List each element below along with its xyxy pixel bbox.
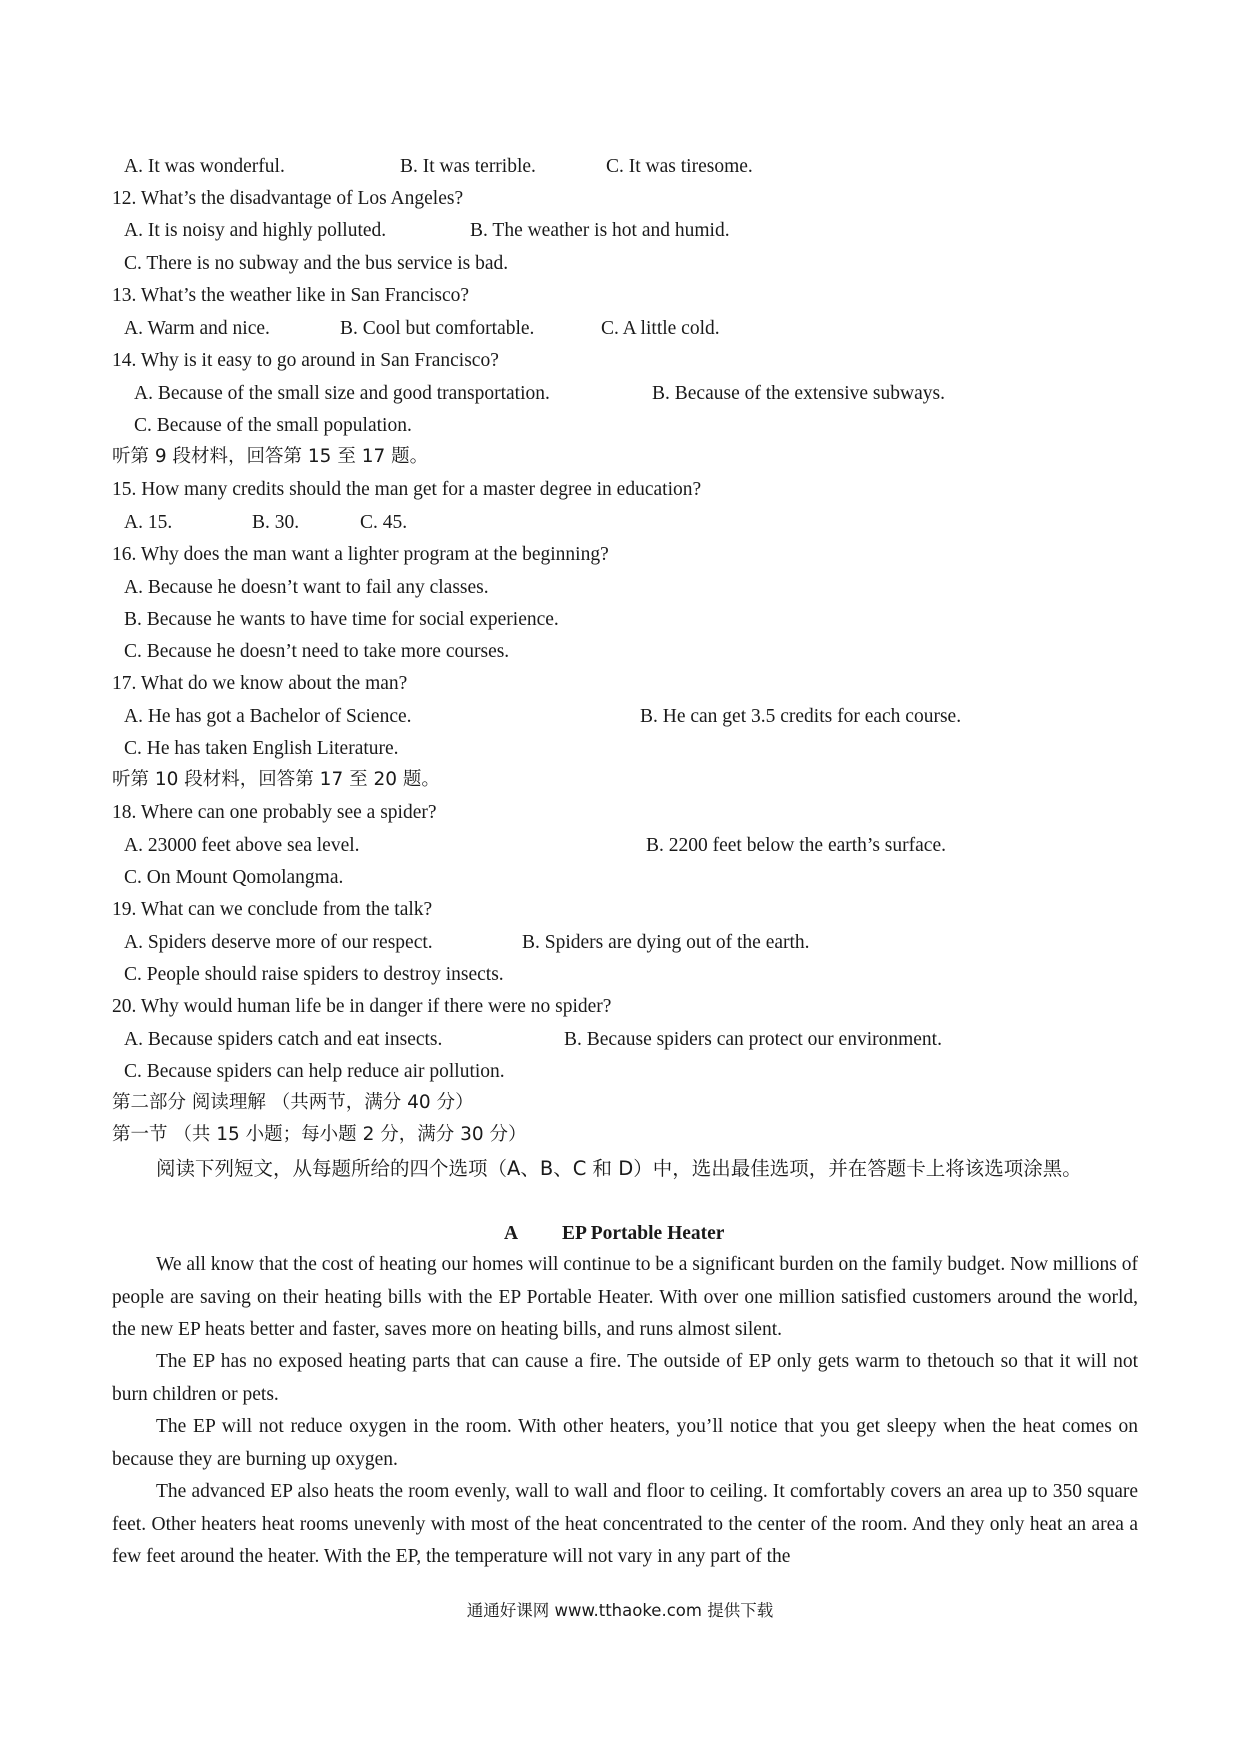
q18-option-a: A. 23000 feet above sea level. xyxy=(124,835,360,856)
q15-option-b: B. 30. xyxy=(252,512,300,533)
passage-letter: A xyxy=(504,1223,519,1244)
part-2-heading: 第二部分 阅读理解 （共两节，满分 40 分） xyxy=(112,1092,474,1113)
q11-option-b: B. It was terrible. xyxy=(400,156,536,177)
q15-option-a: A. 15. xyxy=(124,512,173,533)
question-14: 14. Why is it easy to go around in San Francisco? xyxy=(112,350,499,371)
q13-option-a: A. Warm and nice. xyxy=(124,318,270,339)
q18-option-c: C. On Mount Qomolangma. xyxy=(124,867,344,888)
section-9-heading: 听第 9 段材料，回答第 15 至 17 题。 xyxy=(112,446,429,467)
question-17: 17. What do we know about the man? xyxy=(112,673,408,694)
passage-paragraph-2: The EP has no exposed heating parts that can cause a fire. The outside of EP only gets warm to thetouch so that it will not burn children or pets. xyxy=(112,1351,1138,1405)
question-13: 13. What’s the weather like in San Francisco? xyxy=(112,285,470,306)
q19-option-c: C. People should raise spiders to destroy insects. xyxy=(124,964,504,985)
q17-option-c: C. He has taken English Literature. xyxy=(124,738,399,759)
q12-option-b: B. The weather is hot and humid. xyxy=(470,220,730,241)
passage-paragraph-1: We all know that the cost of heating our homes will continue to be a significant burden on the family budget. Now millions of people are saving on their heating bills with the EP Portable Heater. With over one million satisfied customers around the world, the new EP heats better and faster, saves more on heating bills, and runs almost silent. xyxy=(112,1254,1138,1340)
question-16: 16. Why does the man want a lighter program at the beginning? xyxy=(112,544,609,565)
q19-option-b: B. Spiders are dying out of the earth. xyxy=(522,932,810,953)
q16-option-c: C. Because he doesn’t need to take more courses. xyxy=(124,641,510,662)
q14-option-b: B. Because of the extensive subways. xyxy=(652,383,945,404)
q20-option-a: A. Because spiders catch and eat insects. xyxy=(124,1029,443,1050)
q11-option-a: A. It was wonderful. xyxy=(124,156,285,177)
reading-instructions: 阅读下列短文，从每题所给的四个选项（A、B、C 和 D）中，选出最佳选项，并在答题卡上将该选项涂黑。 xyxy=(156,1157,1082,1180)
q12-option-c: C. There is no subway and the bus service is bad. xyxy=(124,253,509,274)
passage-paragraph-3: The EP will not reduce oxygen in the room. With other heaters, you’ll notice that you get sleepy when the heat comes on because they are burning up oxygen. xyxy=(112,1416,1138,1470)
q14-option-c: C. Because of the small population. xyxy=(134,415,412,436)
question-15: 15. How many credits should the man get for a master degree in education? xyxy=(112,479,702,500)
q20-option-c: C. Because spiders can help reduce air pollution. xyxy=(124,1061,505,1082)
q15-option-c: C. 45. xyxy=(360,512,408,533)
q17-option-b: B. He can get 3.5 credits for each course. xyxy=(640,706,962,727)
question-18: 18. Where can one probably see a spider? xyxy=(112,802,437,823)
question-12: 12. What’s the disadvantage of Los Angeles? xyxy=(112,188,464,209)
q17-option-a: A. He has got a Bachelor of Science. xyxy=(124,706,412,727)
passage-title: EP Portable Heater xyxy=(562,1223,725,1244)
q11-option-c: C. It was tiresome. xyxy=(606,156,753,177)
q13-option-b: B. Cool but comfortable. xyxy=(340,318,535,339)
q13-option-c: C. A little cold. xyxy=(601,318,720,339)
passage-paragraph-4: The advanced EP also heats the room evenly, wall to wall and floor to ceiling. It comfortably covers an area up to 350 square feet. Other heaters heat rooms unevenly with most of the heat concentrated to the center of the room. And they only heat an area a few feet around the heater. With the EP, the temperature will not vary in any part of the xyxy=(112,1481,1138,1567)
q16-option-a: A. Because he doesn’t want to fail any classes. xyxy=(124,577,489,598)
q14-option-a: A. Because of the small size and good transportation. xyxy=(134,383,550,404)
page-footer: 通通好课网 www.tthaoke.com 提供下载 xyxy=(466,1601,774,1620)
question-19: 19. What can we conclude from the talk? xyxy=(112,899,433,920)
q16-option-b: B. Because he wants to have time for social experience. xyxy=(124,609,559,630)
q19-option-a: A. Spiders deserve more of our respect. xyxy=(124,932,433,953)
q12-option-a: A. It is noisy and highly polluted. xyxy=(124,220,387,241)
q20-option-b: B. Because spiders can protect our environment. xyxy=(564,1029,942,1050)
section-10-heading: 听第 10 段材料，回答第 17 至 20 题。 xyxy=(112,769,440,790)
q18-option-b: B. 2200 feet below the earth’s surface. xyxy=(646,835,946,856)
question-20: 20. Why would human life be in danger if there were no spider? xyxy=(112,996,612,1017)
section-1-heading: 第一节 （共 15 小题；每小题 2 分，满分 30 分） xyxy=(112,1124,527,1145)
